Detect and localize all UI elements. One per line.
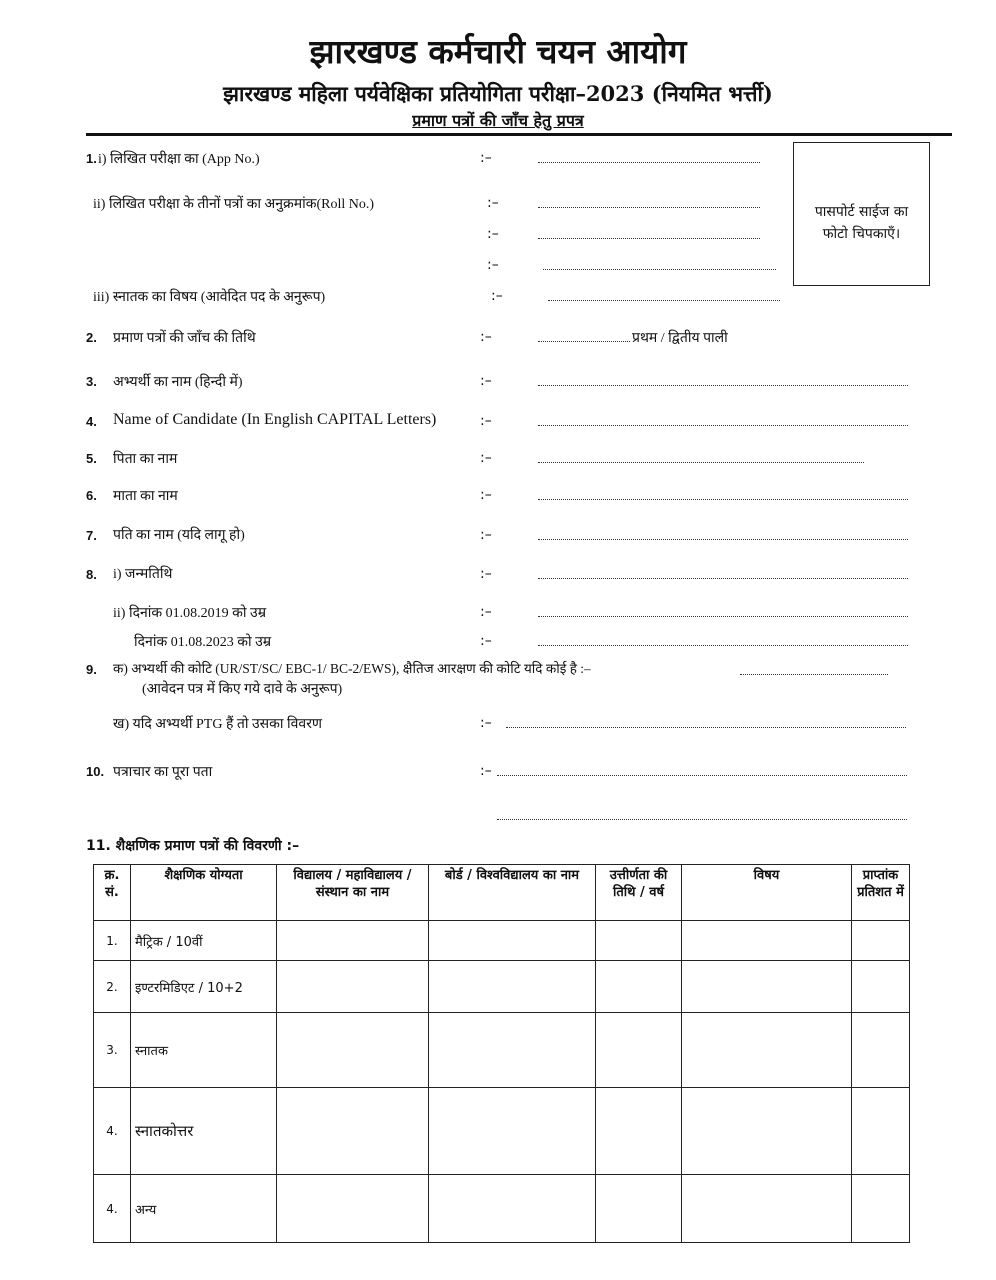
address-field-1[interactable] [497, 775, 907, 776]
photo-box[interactable] [793, 142, 930, 286]
percentage-cell[interactable] [852, 921, 910, 961]
header-divider [86, 133, 952, 136]
candidate-name-english-label: Name of Candidate (In English CAPITAL Letters) [113, 411, 437, 428]
mother-name-label: माता का नाम [113, 489, 178, 504]
row-serial: 1. [94, 921, 131, 961]
col-header-subject: विषय [682, 865, 852, 921]
institution-cell[interactable] [277, 1175, 429, 1243]
col-header-percentage: प्राप्तांक प्रतिशत में [852, 865, 910, 921]
dob-field[interactable] [538, 578, 908, 579]
percentage-cell[interactable] [852, 961, 910, 1013]
shift-label: प्रथम / द्वितीय पाली [632, 331, 728, 346]
field-8-number: 8. [86, 567, 97, 582]
institution-cell[interactable] [277, 961, 429, 1013]
education-table [93, 864, 910, 1243]
separator: :– [480, 763, 492, 779]
roll-no-label: ii) लिखित परीक्षा के तीनों पत्रों का अनुक्रमांक(Roll No.) [93, 197, 375, 212]
separator: :– [480, 715, 492, 731]
separator: :– [480, 604, 492, 620]
table-row [94, 1175, 910, 1243]
photo-box-line2: फोटो चिपकाएँ। [822, 226, 901, 242]
app-no-label: i) लिखित परीक्षा का (App No.) [98, 152, 260, 167]
category-field[interactable] [740, 674, 888, 675]
separator: :– [487, 226, 499, 242]
age-2019-field[interactable] [538, 616, 908, 617]
institution-cell[interactable] [277, 1013, 429, 1088]
col-header-institution: विद्यालय / महाविद्यालय / संस्थान का नाम [277, 865, 429, 921]
separator: :– [480, 373, 492, 389]
separator: :– [480, 527, 492, 543]
col-header-qualification: शैक्षणिक योग्यता [131, 865, 277, 921]
subject-cell[interactable] [682, 1088, 852, 1175]
row-serial: 4. [94, 1088, 131, 1175]
separator: :– [480, 150, 492, 166]
verification-date-label: प्रमाण पत्रों की जाँच की तिथि [113, 331, 256, 346]
board-cell[interactable] [429, 1013, 596, 1088]
row-qualification: मैट्रिक / 10वीं [131, 921, 277, 961]
separator: :– [480, 487, 492, 503]
field-6-number: 6. [86, 488, 97, 503]
ptg-label: ख) यदि अभ्यर्थी PTG हैं तो उसका विवरण [113, 717, 323, 732]
roll-no-field-2[interactable] [538, 238, 760, 239]
subject-cell[interactable] [682, 1013, 852, 1088]
subject-cell[interactable] [682, 921, 852, 961]
table-row [94, 1013, 910, 1088]
row-qualification: स्नातकोत्तर [131, 1088, 277, 1175]
graduation-subject-label: iii) स्नातक का विषय (आवेदित पद के अनुरूप) [93, 290, 326, 305]
form-title: प्रमाण पत्रों की जाँच हेतु प्रपत्र [412, 111, 584, 130]
table-row [94, 1088, 910, 1175]
percentage-cell[interactable] [852, 1175, 910, 1243]
category-note: (आवेदन पत्र में किए गये दावे के अनुरूप) [142, 682, 343, 697]
row-serial: 3. [94, 1013, 131, 1088]
education-heading: 11. शैक्षणिक प्रमाण पत्रों की विवरणी :– [86, 838, 300, 854]
husband-name-label: पति का नाम (यदि लागू हो) [113, 528, 245, 543]
pass-date-cell[interactable] [596, 1088, 682, 1175]
address-field-2[interactable] [497, 819, 907, 820]
col-header-pass-date: उत्तीर्णता की तिथि / वर्ष [596, 865, 682, 921]
roll-no-field-3[interactable] [543, 269, 776, 270]
separator: :– [480, 566, 492, 582]
father-name-field[interactable] [538, 462, 864, 463]
col-header-serial: क्र. सं. [94, 865, 131, 921]
age-2023-field[interactable] [538, 645, 908, 646]
address-label: पत्राचार का पूरा पता [113, 765, 213, 780]
col-header-board: बोर्ड / विश्वविद्यालय का नाम [429, 865, 596, 921]
age-2023-label: दिनांक 01.08.2023 को उम्र [134, 635, 272, 650]
row-qualification: अन्य [131, 1175, 277, 1243]
app-no-field[interactable] [538, 162, 760, 163]
ptg-field[interactable] [506, 727, 906, 728]
row-qualification: स्नातक [131, 1013, 277, 1088]
table-row [94, 921, 910, 961]
pass-date-cell[interactable] [596, 1013, 682, 1088]
separator: :– [480, 413, 492, 429]
institution-cell[interactable] [277, 921, 429, 961]
field-1-number: 1. [86, 151, 97, 166]
pass-date-cell[interactable] [596, 961, 682, 1013]
field-4-number: 4. [86, 414, 97, 429]
board-cell[interactable] [429, 1175, 596, 1243]
separator: :– [487, 257, 499, 273]
photo-box-line1: पासपोर्ट साईज का [814, 204, 909, 220]
field-10-number: 10. [86, 764, 105, 779]
dob-label: i) जन्मतिथि [113, 567, 173, 582]
verification-date-field[interactable] [538, 341, 630, 342]
field-7-number: 7. [86, 528, 97, 543]
org-title: झारखण्ड कर्मचारी चयन आयोग [309, 32, 687, 71]
board-cell[interactable] [429, 1088, 596, 1175]
pass-date-cell[interactable] [596, 1175, 682, 1243]
candidate-name-english-field[interactable] [538, 425, 908, 426]
separator: :– [480, 450, 492, 466]
candidate-name-hindi-label: अभ्यर्थी का नाम (हिन्दी में) [113, 375, 243, 390]
candidate-name-hindi-field[interactable] [538, 385, 908, 386]
row-serial: 4. [94, 1175, 131, 1243]
category-label: क) अभ्यर्थी की कोटि (UR/ST/SC/ EBC-1/ BC-2/EWS), क्षैतिज आरक्षण की कोटि यदि कोई है :– [113, 661, 591, 676]
graduation-subject-field[interactable] [548, 300, 780, 301]
husband-name-field[interactable] [538, 539, 908, 540]
field-9-number: 9. [86, 662, 97, 677]
separator: :– [480, 329, 492, 345]
separator: :– [480, 633, 492, 649]
separator: :– [487, 195, 499, 211]
board-cell[interactable] [429, 921, 596, 961]
exam-title: झारखण्ड महिला पर्यवेक्षिका प्रतियोगिता परीक्षा–2023 (नियमित भर्त्ती) [223, 81, 773, 106]
institution-cell[interactable] [277, 1088, 429, 1175]
row-qualification: इण्टरमिडिएट / 10+2 [131, 961, 277, 1013]
table-row [94, 961, 910, 1013]
mother-name-field[interactable] [538, 499, 908, 500]
percentage-cell[interactable] [852, 1013, 910, 1088]
father-name-label: पिता का नाम [113, 452, 178, 467]
field-3-number: 3. [86, 374, 97, 389]
roll-no-field-1[interactable] [538, 207, 760, 208]
row-serial: 2. [94, 961, 131, 1013]
separator: :– [491, 288, 503, 304]
age-2019-label: ii) दिनांक 01.08.2019 को उम्र [113, 606, 267, 621]
subject-cell[interactable] [682, 1175, 852, 1243]
field-5-number: 5. [86, 451, 97, 466]
field-2-number: 2. [86, 330, 97, 345]
board-cell[interactable] [429, 961, 596, 1013]
subject-cell[interactable] [682, 961, 852, 1013]
pass-date-cell[interactable] [596, 921, 682, 961]
percentage-cell[interactable] [852, 1088, 910, 1175]
